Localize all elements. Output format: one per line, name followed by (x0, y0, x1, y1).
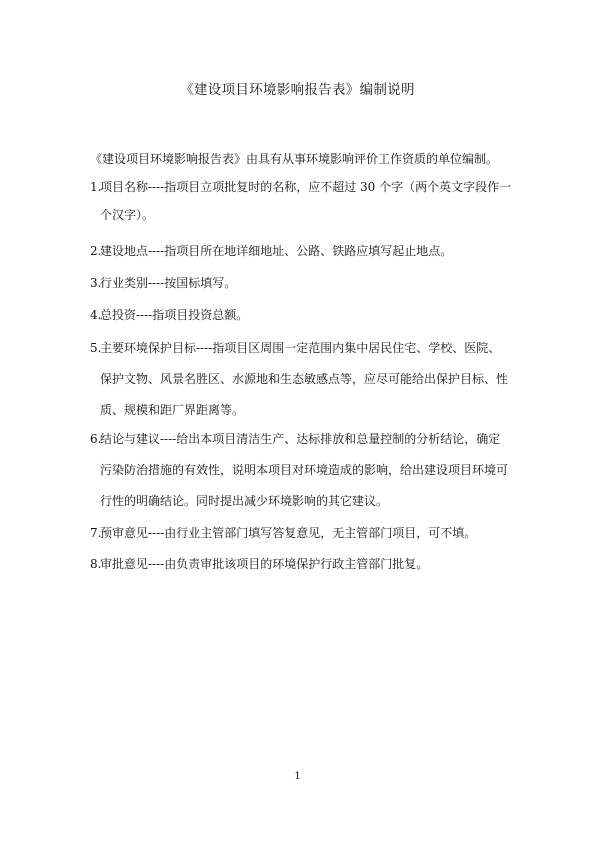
page-number: 1 (294, 771, 301, 782)
list-item-line: 污染防治措施的有效性，说明本项目对环境造成的影响，给出建设项目环境可 (100, 463, 509, 477)
list-item-line (90, 276, 236, 291)
list-item-number: 3. (90, 276, 102, 290)
list-item-line: 质、规模和距厂界距离等。 (100, 403, 245, 417)
list-item-number: 2. (90, 244, 102, 258)
list-item-line (90, 432, 500, 447)
list-item-text: 结论与建议----给出本项目清洁生产、达标排放和总量控制的分析结论，确定 (100, 432, 501, 446)
list-item-number: 4. (90, 308, 102, 322)
list-item-line (90, 308, 248, 323)
list-item-text: 项目名称----指项目立项批复时的名称，应不超过 30 个字（两个英文字段作一 (100, 180, 512, 194)
list-item-text: 审批意见----由负责审批该项目的环境保护行政主管部门批复。 (100, 557, 429, 571)
list-item-text: 主要环境保护目标----指项目区周围一定范围内集中居民住宅、学校、医院、 (100, 341, 501, 355)
list-item-line (90, 341, 500, 356)
list-item-number: 1. (90, 180, 102, 194)
intro-paragraph: 《建设项目环境影响报告表》由具有从事环境影响评价工作资质的单位编制。 (90, 152, 499, 166)
list-item-text: 建设地点----指项目所在地详细地址、公路、铁路应填写起止地点。 (100, 244, 453, 258)
list-item-number: 7. (90, 526, 102, 540)
list-item-line (90, 180, 511, 195)
list-item-line (90, 244, 452, 259)
list-item-line (90, 526, 476, 541)
list-item-text: 总投资----指项目投资总额。 (100, 308, 249, 322)
list-item-text: 行业类别----按国标填写。 (100, 276, 237, 290)
document-title: 《建设项目环境影响报告表》编制说明 (180, 82, 415, 98)
list-item-number: 6. (90, 432, 102, 446)
list-item-line: 个汉字）。 (100, 208, 155, 222)
list-item-line (90, 557, 428, 572)
list-item-line: 保护文物、风景名胜区、水源地和生态敏感点等，应尽可能给出保护目标、性 (100, 372, 509, 386)
list-item-text: 预审意见----由行业主管部门填写答复意见，无主管部门项目，可不填。 (100, 526, 477, 540)
list-item-number: 5. (90, 341, 102, 355)
list-item-number: 8. (90, 557, 102, 571)
list-item-line: 行性的明确结论。同时提出减少环境影响的其它建议。 (100, 494, 389, 508)
